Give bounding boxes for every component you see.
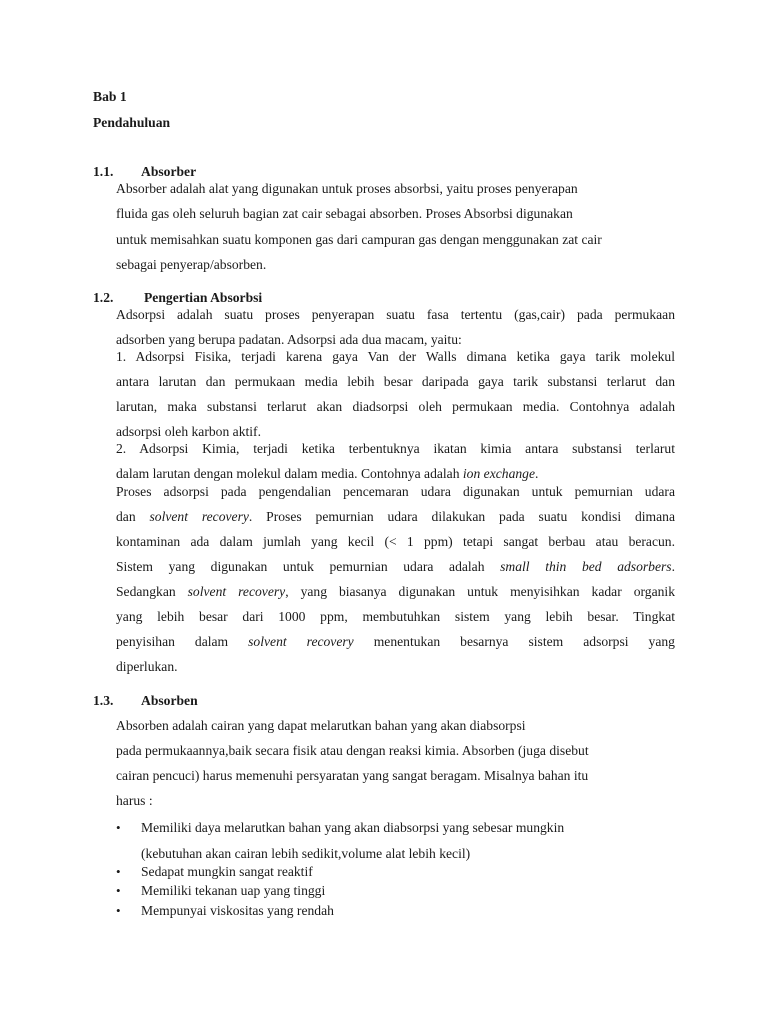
bullet-icon: • — [116, 903, 121, 918]
paragraph-line: penyisihan dalam solvent recovery menentukan besarnya sistem adsorpsi yang — [116, 634, 675, 649]
italic-term: ion exchange — [462, 466, 535, 481]
paragraph-line: diperlukan. — [116, 659, 178, 674]
paragraph-line: Absorber adalah alat yang digunakan untuk proses absorbsi, yaitu proses penyerapan — [116, 181, 578, 196]
bullet-item: Memiliki daya melarutkan bahan yang akan diabsorpsi yang sebesar mungkin — [141, 820, 565, 835]
paragraph-line: untuk memisahkan suatu komponen gas dari campuran gas dengan menggunakan zat cair — [116, 232, 602, 247]
bullet-item: Mempunyai viskositas yang rendah — [141, 903, 334, 918]
paragraph-line: sebagai penyerap/absorben. — [116, 257, 267, 272]
paragraph-line: Adsorpsi adalah suatu proses penyerapan suatu fasa tertentu (gas,cair) pada permukaan — [116, 307, 675, 322]
bullet-icon: • — [116, 883, 121, 898]
paragraph-line: Absorben adalah cairan yang dapat melarutkan bahan yang akan diabsorpsi — [116, 718, 526, 733]
bullet-icon: • — [116, 820, 121, 835]
section-number: 1.3. — [93, 693, 114, 708]
bullet-item: Memiliki tekanan uap yang tinggi — [141, 883, 326, 898]
section-title: Pengertian Absorbsi — [144, 290, 263, 305]
paragraph-line: fluida gas oleh seluruh bagian zat cair sebagai absorben. Proses Absorbsi digunakan — [116, 206, 573, 221]
bullet-item: Sedapat mungkin sangat reaktif — [141, 864, 313, 879]
paragraph-line: dan solvent recovery. Proses pemurnian udara dilakukan pada suatu kondisi dimana — [116, 509, 675, 524]
paragraph-line: yang lebih besar dari 1000 ppm, membutuhkan sistem yang lebih besar. Tingkat — [116, 609, 675, 624]
paragraph-line: pada permukaannya,baik secara fisik atau dengan reaksi kimia. Absorben (juga disebut — [116, 743, 589, 758]
paragraph-line: kontaminan ada dalam jumlah yang kecil (< 1 ppm) tetapi sangat berbau atau beracun. — [116, 534, 675, 549]
chapter-title: Pendahuluan — [93, 115, 171, 130]
paragraph-line: adsorpsi oleh karbon aktif. — [116, 424, 261, 439]
paragraph-line: antara larutan dan permukaan media lebih besar daripada gaya tarik substansi terlarut dan — [116, 374, 675, 389]
paragraph-line: cairan pencuci) harus memenuhi persyaratan yang sangat beragam. Misalnya bahan itu — [116, 768, 589, 783]
bullet-item-continuation: (kebutuhan akan cairan lebih sedikit,volume alat lebih kecil) — [141, 846, 471, 861]
paragraph-line: Sedangkan solvent recovery, yang biasanya digunakan untuk menyisihkan kadar organik — [116, 584, 676, 599]
paragraph-line: 1. Adsorpsi Fisika, terjadi karena gaya Van der Walls dimana ketika gaya tarik molekul — [116, 349, 675, 364]
paragraph-line: Proses adsorpsi pada pengendalian pencemaran udara digunakan untuk pemurnian udara — [116, 484, 675, 499]
paragraph-line: harus : — [116, 793, 153, 808]
italic-term: solvent recovery — [149, 509, 249, 524]
paragraph-line: adsorben yang berupa padatan. Adsorpsi ada dua macam, yaitu: — [116, 332, 462, 347]
section-title: Absorben — [141, 693, 198, 708]
chapter-label: Bab 1 — [93, 89, 127, 104]
section-title: Absorber — [141, 164, 197, 179]
paragraph-line: dalam larutan dengan molekul dalam media. Contohnya adalah ion exchange. — [116, 466, 539, 481]
italic-term: solvent recovery — [248, 634, 354, 649]
paragraph-line: Sistem yang digunakan untuk pemurnian udara adalah small thin bed adsorbers. — [116, 559, 675, 574]
italic-term: solvent recovery — [187, 584, 286, 599]
bullet-icon: • — [116, 864, 121, 879]
italic-term: small thin bed adsorbers — [500, 559, 672, 574]
paragraph-line: 2. Adsorpsi Kimia, terjadi ketika terbentuknya ikatan kimia antara substansi terlarut — [116, 441, 675, 456]
section-number: 1.2. — [93, 290, 114, 305]
section-number: 1.1. — [93, 164, 114, 179]
paragraph-line: larutan, maka substansi terlarut akan diadsorpsi oleh permukaan media. Contohnya adalah — [116, 399, 675, 414]
